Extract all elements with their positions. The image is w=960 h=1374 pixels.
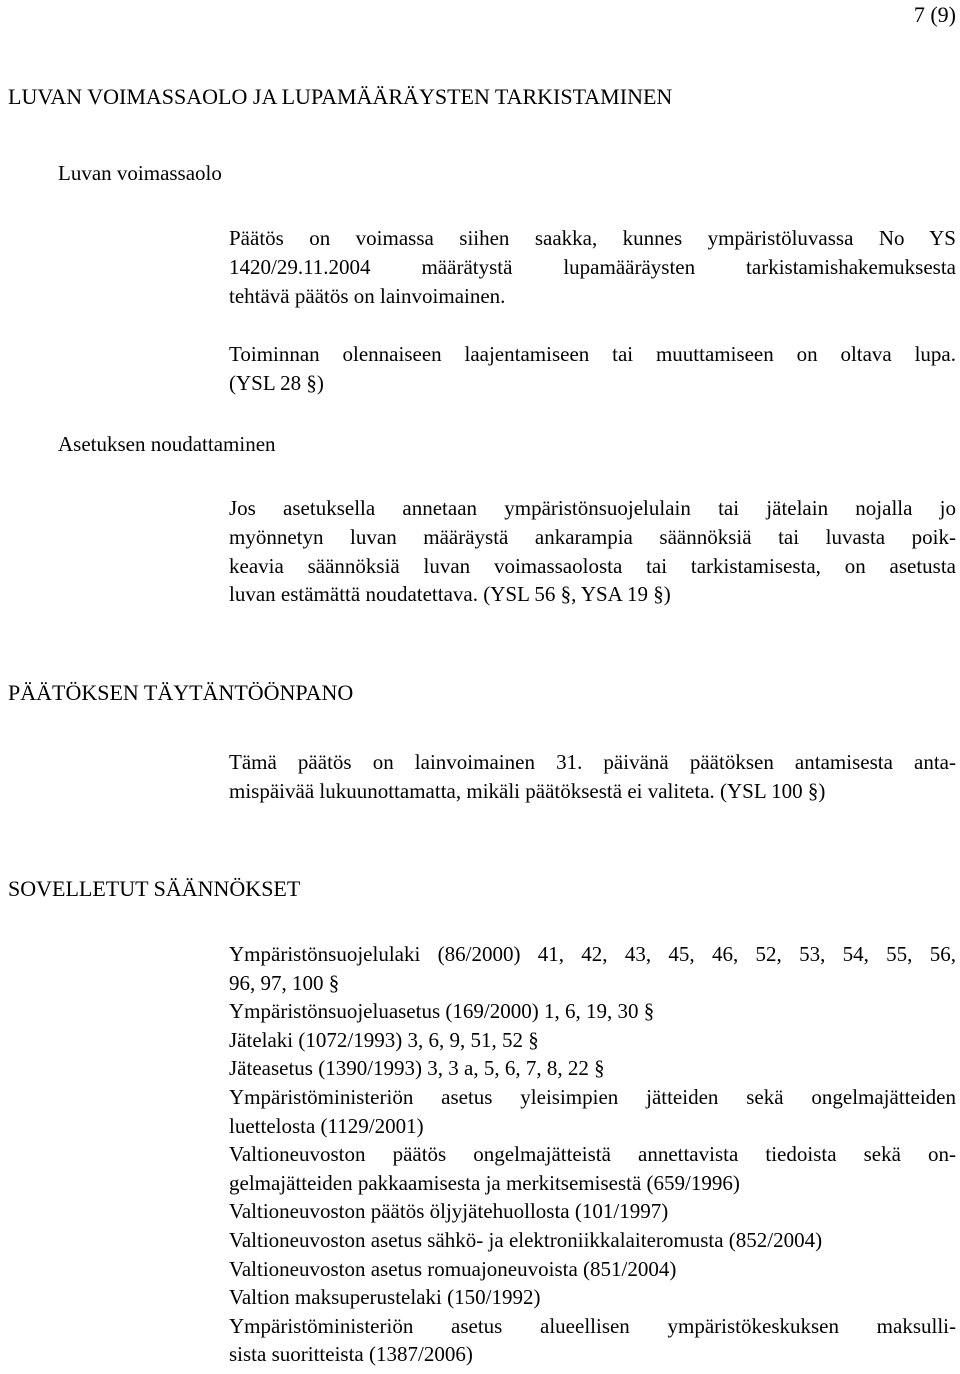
text-line: Valtion maksuperustelaki (150/1992) — [229, 1285, 541, 1310]
list-item — [229, 1255, 956, 1284]
text-line: sista suoritteista (1387/2006) — [229, 1342, 473, 1367]
list-item — [229, 1140, 956, 1197]
subheading-validity: Luvan voimassaolo — [58, 161, 222, 185]
text-line: mispäivää lukuunottamatta, mikäli päätöksestä ei valiteta. (YSL 100 §) — [229, 778, 826, 803]
text-line: 1420/29.11.2004 määrätystä lupamääräysten tarkistamishakemuksesta — [229, 254, 956, 279]
list-item — [229, 1312, 956, 1369]
list-item — [229, 1283, 956, 1312]
text-line: (YSL 28 §) — [229, 370, 324, 395]
text-line: Ympäristönsuojeluasetus (169/2000) 1, 6, 19, 30 § — [229, 999, 655, 1024]
text-line: 96, 97, 100 § — [229, 970, 340, 995]
list-item — [229, 1226, 956, 1255]
text-line: luettelosta (1129/2001) — [229, 1113, 424, 1138]
text-line: Toiminnan olennaiseen laajentamiseen tai muuttamiseen on oltava lupa. — [229, 342, 956, 366]
applied-regulations-list — [229, 940, 956, 1369]
list-item — [229, 1197, 956, 1226]
text-line: Ympäristöministeriön asetus alueellisen ympäristökeskuksen maksulli- — [229, 1313, 956, 1338]
subheading-compliance: Asetuksen noudattaminen — [58, 432, 276, 456]
text-line: Jäteasetus (1390/1993) 3, 3 a, 5, 6, 7, 8, 22 § — [229, 1056, 605, 1081]
paragraph-validity — [229, 224, 956, 310]
text-line: luvan estämättä noudatettava. (YSL 56 §, YSA 19 §) — [229, 582, 671, 607]
page-number: 7 (9) — [913, 2, 956, 27]
paragraph-compliance — [229, 494, 956, 609]
list-item — [229, 1083, 956, 1140]
heading-applied-regulations: SOVELLETUT SÄÄNNÖKSET — [8, 876, 301, 901]
heading-enforcement-section: PÄÄTÖKSEN TÄYTÄNTÖÖNPANO — [8, 680, 354, 705]
list-item — [229, 1026, 956, 1055]
text-line: keavia säännöksiä luvan voimassaolosta tai tarkistamisesta, on asetusta — [229, 553, 956, 578]
text-line: tehtävä päätös on lainvoimainen. — [229, 283, 506, 308]
text-line: Päätös on voimassa siihen saakka, kunnes ympäristöluvassa No YS — [229, 226, 956, 250]
text-line: Tämä päätös on lainvoimainen 31. päivänä päätöksen antamisesta anta- — [229, 750, 956, 774]
text-line: myönnetyn luvan määräystä ankarampia säännöksiä tai luvasta poik- — [229, 524, 956, 549]
text-line: Valtioneuvoston päätös ongelmajätteistä annettavista tiedoista sekä on- — [229, 1142, 956, 1167]
text-line: Valtioneuvoston asetus romuajoneuvoista (851/2004) — [229, 1256, 677, 1281]
text-line: Ympäristönsuojelulaki (86/2000) 41, 42, 43, 45, 46, 52, 53, 54, 55, 56, — [229, 942, 956, 966]
text-line: gelmajätteiden pakkaamisesta ja merkitsemisestä (659/1996) — [229, 1170, 740, 1195]
list-item — [229, 1054, 956, 1083]
text-line: Ympäristöministeriön asetus yleisimpien jätteiden sekä ongelmajätteiden — [229, 1084, 956, 1109]
text-line: Jos asetuksella annetaan ympäristönsuojelulain tai jätelain nojalla jo — [229, 496, 956, 520]
list-item — [229, 940, 956, 997]
list-item — [229, 997, 956, 1026]
text-line: Jätelaki (1072/1993) 3, 6, 9, 51, 52 § — [229, 1027, 539, 1052]
text-line: Valtioneuvoston asetus sähkö- ja elektroniikkalaiteromusta (852/2004) — [229, 1227, 823, 1252]
text-line: Valtioneuvoston päätös öljyjätehuollosta (101/1997) — [229, 1199, 669, 1224]
paragraph-expansion-permit — [229, 340, 956, 398]
heading-validity-section: LUVAN VOIMASSAOLO JA LUPAMÄÄRÄYSTEN TARKISTAMINEN — [8, 84, 673, 109]
paragraph-enforcement — [229, 748, 956, 806]
